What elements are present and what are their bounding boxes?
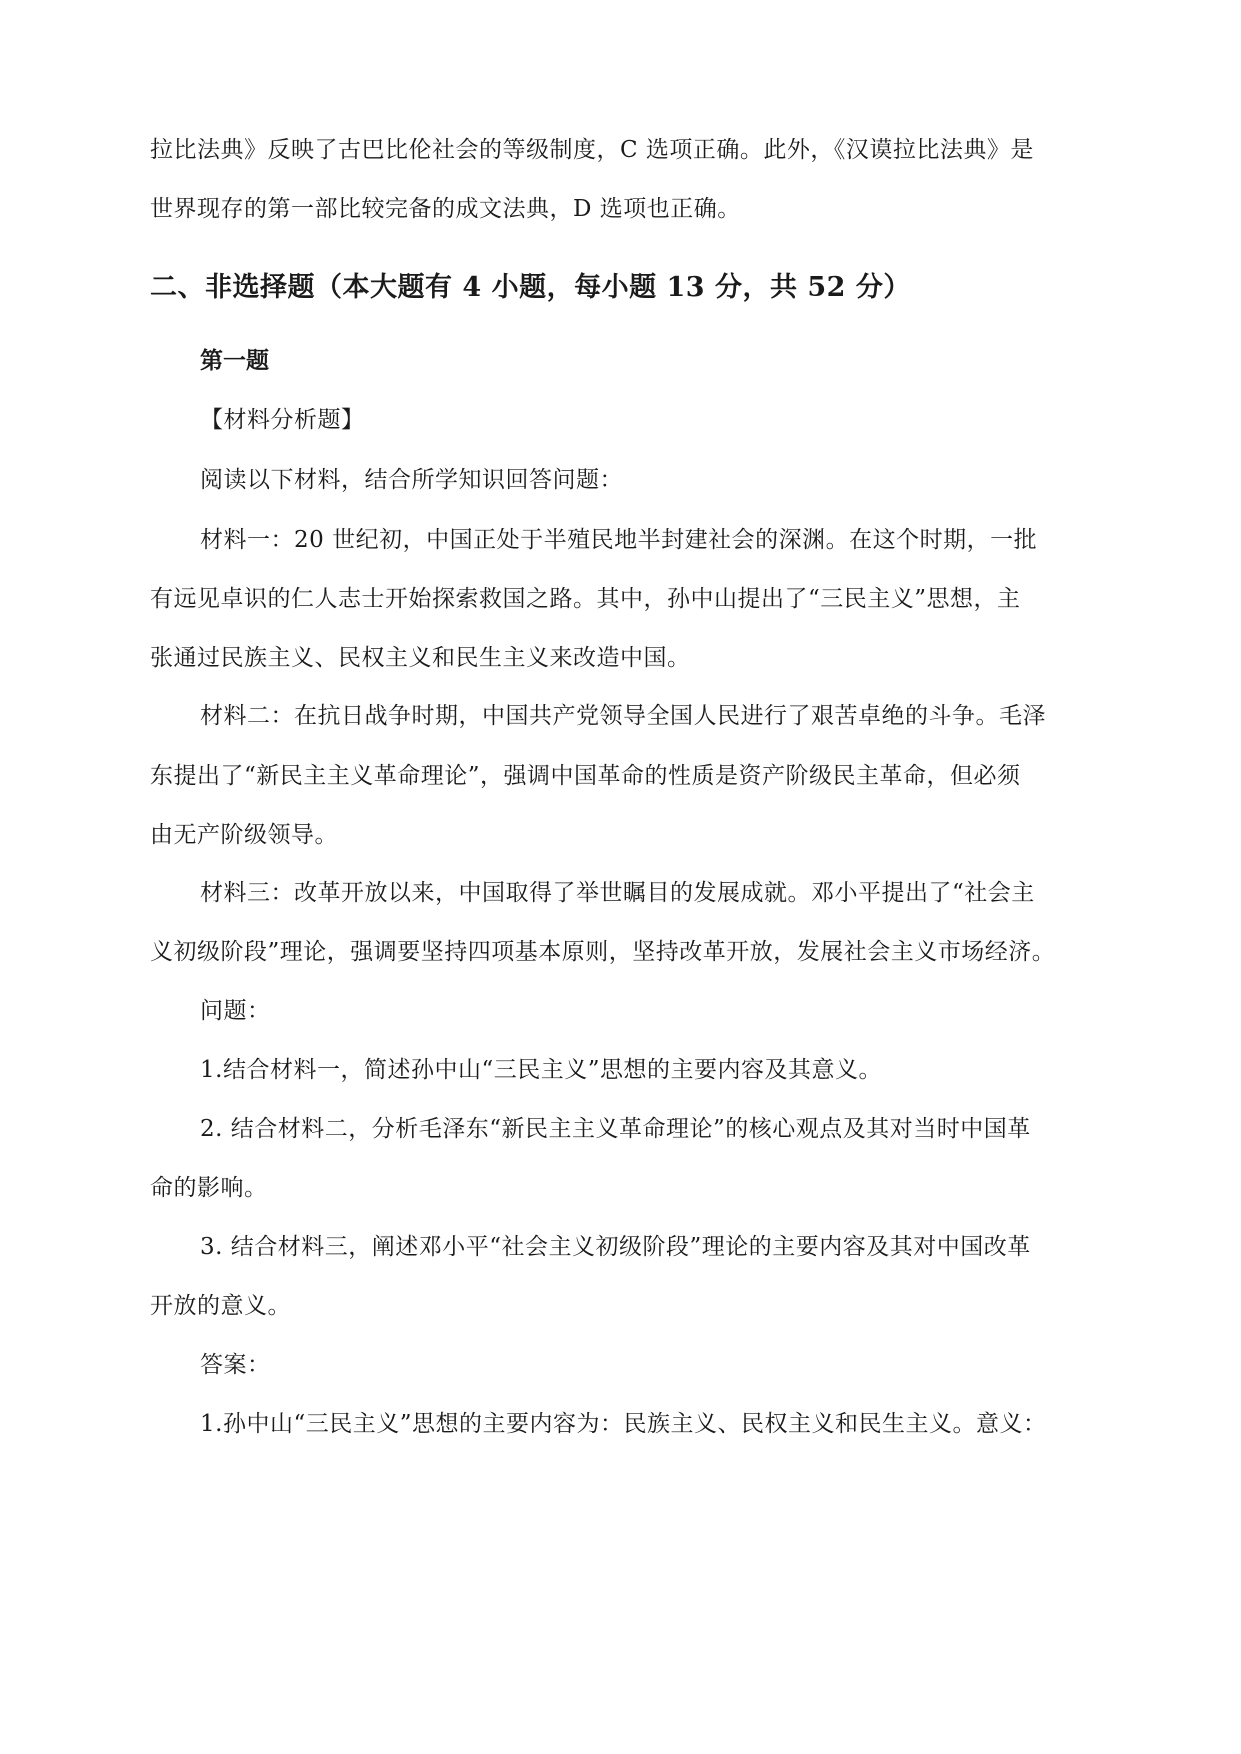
material3-line-1: 材料三：改革开放以来，中国取得了举世瞩目的发展成就。邓小平提出了“社会主: [200, 880, 1035, 906]
question-3-line-1: 3. 结合材料三，阐述邓小平“社会主义初级阶段”理论的主要内容及其对中国改革: [200, 1234, 1031, 1260]
answer-1: 1.孙中山“三民主义”思想的主要内容为：民族主义、民权主义和民生主义。意义：: [200, 1411, 1047, 1437]
question-type: 【材料分析题】: [200, 407, 365, 433]
material1-line-1: 材料一：20 世纪初，中国正处于半殖民地半封建社会的深渊。在这个时期，一批: [200, 527, 1038, 553]
material1-line-3: 张通过民族主义、民权主义和民生主义来改造中国。: [150, 645, 691, 671]
material2-line-3: 由无产阶级领导。: [150, 822, 338, 848]
questions-label: 问题：: [200, 998, 271, 1024]
intro-line-1: 拉比法典》反映了古巴比伦社会的等级制度，C 选项正确。此外，《汉谟拉比法典》是: [150, 137, 1034, 163]
material1-line-2: 有远见卓识的仁人志士开始探索救国之路。其中，孙中山提出了“三民主义”思想，主: [150, 586, 1021, 612]
answer-label: 答案：: [200, 1352, 271, 1378]
section-heading: 二、非选择题（本大题有 4 小题，每小题 13 分，共 52 分）: [150, 272, 911, 303]
intro-line-2: 世界现存的第一部比较完备的成文法典，D 选项也正确。: [150, 196, 741, 222]
material2-line-1: 材料二：在抗日战争时期，中国共产党领导全国人民进行了艰苦卓绝的斗争。毛泽: [200, 703, 1046, 729]
question-title: 第一题: [200, 347, 269, 374]
instruction: 阅读以下材料，结合所学知识回答问题：: [200, 467, 623, 493]
question-2-line-1: 2. 结合材料二，分析毛泽东“新民主主义革命理论”的核心观点及其对当时中国革: [200, 1116, 1031, 1142]
material3-line-2: 义初级阶段”理论，强调要坚持四项基本原则，坚持改革开放，发展社会主义市场经济。: [150, 939, 1056, 965]
question-1: 1.结合材料一，简述孙中山“三民主义”思想的主要内容及其意义。: [200, 1057, 882, 1083]
material2-line-2: 东提出了“新民主主义革命理论”，强调中国革命的性质是资产阶级民主革命，但必须: [150, 763, 1021, 789]
question-3-line-2: 开放的意义。: [150, 1293, 291, 1319]
question-2-line-2: 命的影响。: [150, 1175, 268, 1201]
